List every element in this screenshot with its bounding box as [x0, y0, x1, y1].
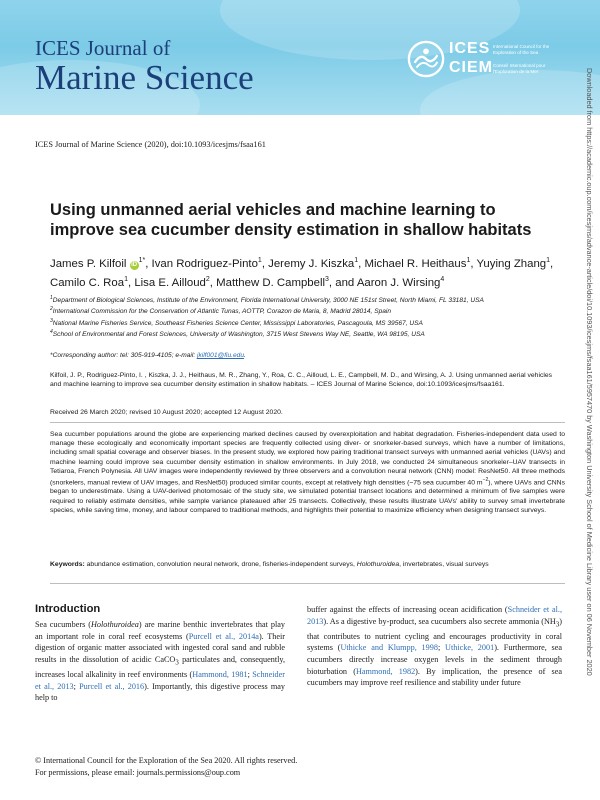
body-text: ). Importantly, this digestive process may help to [35, 681, 285, 703]
body-column-left [35, 619, 285, 704]
divider [50, 422, 565, 423]
body-column-right [307, 604, 562, 689]
download-note-text: Downloaded from https://academic.oup.com/icesjms/advance-article/doi/10.1093/icesjms/fsaa161/5957470 by Washington University School of Medicine Library user on 06 November 2020 [585, 68, 594, 676]
author-list: James P. Kilfoil $iD^{1*}$, Ivan Rodriguez-Pinto$^1$, Jeremy J. Kiszka$^1$, Michael R. Heithaus$^1$, Yuying Zhang$^1$, Camilo C. Roa$^1$, Lisa E. Ailloud$^2$, Matthew D. Campbell$^3$, and Aaron J. Wirsing$^4$ [50, 257, 554, 289]
keywords-text: abundance estimation, convolution neural network, drone, fisheries-independent surveys, [86, 561, 357, 568]
author-name: Lisa E. Ailloud [134, 276, 206, 289]
citation-header: ICES Journal of Marine Science (2020), doi:10.1093/icesjms/fsaa161 [35, 140, 266, 149]
author-conjunction: and [335, 276, 355, 289]
ices-logo[interactable] [407, 38, 557, 88]
logo-ices-text: ICES [449, 40, 491, 57]
corresponding-label: *Corresponding author: tel: 305-919-4105; e-mail: [50, 352, 197, 359]
affiliation-number: 1 [50, 295, 53, 301]
download-sidebar-note [582, 68, 594, 788]
orcid-icon[interactable]: iD [131, 261, 138, 268]
author-name: Michael R. Heithaus [364, 257, 467, 270]
affiliation-text: Department of Biological Sciences, Institute of the Environment, Florida International University, 3000 NE 151st Street, North Miami, FL 33181, USA [52, 297, 484, 305]
body-italic: Holothuroidea [90, 620, 139, 629]
keywords-label: Keywords: [50, 561, 85, 568]
author-affiliation-mark: 1 [466, 257, 471, 264]
reference-link[interactable]: Hammond, 1981 [192, 670, 248, 680]
affiliation-text: International Commission for the Conservation of Atlantic Tunas, AOTTP, Corazon de Maria, 8, Madrid 28014, Spain [52, 308, 392, 316]
author-affiliation-mark: 1* [138, 257, 146, 264]
affiliation-item [50, 294, 570, 305]
body-text: ) that contributes to nutrient cycling and encourages productivity in coral systems ( [307, 616, 562, 653]
reference-link[interactable]: Uthicke, 2001 [445, 643, 495, 653]
author-name: Ivan Rodriguez-Pinto [151, 257, 258, 270]
author-affiliation-mark: 1 [546, 257, 551, 264]
logo-french-name: Conseil International pour l'Exploration de la Mer [493, 63, 546, 74]
ices-seal-icon [407, 40, 445, 78]
keywords [50, 560, 565, 569]
affiliation-number: 4 [50, 329, 53, 336]
article-title: Using unmanned aerial vehicles and machine learning to improve sea cucumber density estimation in shallow habitats [50, 201, 532, 239]
keywords-text-end: , invertebrates, visual surveys [399, 561, 489, 568]
reference-link[interactable]: Purcell et al., 2014a [188, 631, 259, 641]
reference-link[interactable]: Schneider et al., 2013 [307, 605, 562, 626]
corresponding-end: . [244, 352, 246, 359]
author-name: Matthew D. Campbell [216, 276, 326, 289]
body-text: ; [73, 681, 80, 691]
permissions-line: For permissions, please email: journals.permissions@oup.com [35, 767, 241, 777]
section-heading: Introduction [35, 603, 101, 615]
divider [50, 583, 565, 584]
reference-link[interactable]: Hammond, 1982 [355, 666, 416, 676]
body-text: Sea cucumbers ( [35, 620, 91, 629]
body-text: ). As a digestive by-product, sea cucumbers also secrete ammonia (NH [323, 616, 556, 626]
logo-english-name: International Council for the Exploration of the Sea [493, 44, 550, 55]
subscript: 3 [555, 621, 560, 629]
body-text: particulates and, consequently, increases local alkalinity in reef environments ( [35, 654, 285, 680]
author-affiliation-mark: 1 [354, 257, 359, 264]
affiliations [50, 294, 570, 340]
citation-block: Kilfoil, J. P., Rodriguez-Pinto, I. , Kiszka, J. J., Heithaus, M. R., Zhang, Y., Roa, C. C., Ailloud, L. E., Campbell, M. D., and Wirsing, A. J. Using unmanned aerial vehicles and machine learning to improve sea cucumber density estimation in shallow habitats. – ICES Journal of Marine Science, doi:10.1093/icesjms/fsaa161. [50, 372, 553, 389]
abstract-superscript: −2 [482, 477, 489, 484]
affiliation-text: National Marine Fisheries Service, Southeast Fisheries Science Center, Mississippi Laboratories, Pascagoula, MS 39567, USA [52, 319, 423, 327]
reference-link[interactable]: Schneider et al., 2013 [35, 670, 285, 691]
copyright-notice [35, 755, 297, 778]
body-text: buffer against the effects of increasing ocean acidification ( [307, 605, 508, 614]
reference-link[interactable]: Purcell et al., 2016 [79, 681, 145, 691]
author-name: Camilo C. Roa [50, 276, 125, 289]
author-affiliation-mark: 1 [124, 275, 128, 283]
email-link[interactable]: jkilf001@fiu.edu [196, 352, 245, 359]
reference-link[interactable]: Uthicke and Klumpp, 1998 [340, 643, 438, 653]
journal-banner [0, 0, 600, 115]
affiliation-number: 3 [50, 317, 53, 324]
author-affiliation-mark: 3 [325, 275, 329, 283]
affiliation-item [50, 328, 570, 339]
logo-ciem-text: CIEM [449, 59, 493, 76]
body-text: ). Furthermore, sea cucumbers directly increase oxygen levels in the sediment through bioturbation ( [307, 643, 563, 676]
abstract-text-continued: ), where UAVs and CNNs began to underestimate. Using a UAV-derived photomosaic of the study site, we simulated potential transect locations and determined a minimum of five samples were required to reliably estimate densities, while sample variance plateaued after 25 transects. Collectively, these results illustrate UAVs' ability to survey small invertebrate species, while saving time, money, and labour compared to traditional methods, and highlights their potential to maximize efficiency when designing transect surveys. [50, 479, 565, 514]
body-text: ; [247, 670, 253, 680]
affiliation-item [50, 305, 570, 316]
journal-title-line2: Marine Science [35, 58, 254, 97]
author-affiliation-mark: 2 [205, 275, 210, 283]
author-name: Jeremy J. Kiszka [268, 257, 355, 270]
author-name: Yuying Zhang [476, 257, 547, 270]
author-affiliation-mark: 4 [440, 275, 445, 283]
subscript: 3 [175, 659, 179, 667]
body-text: ). Their digestion of organic matter associated with ingested coral sand and rubble results in the dissolution of acidic CaCO [35, 631, 285, 664]
keywords-italic: Holothuroidea [356, 561, 400, 568]
body-text: ). By implication, the presence of sea cucumbers may improve reef resilience and stability under future [307, 666, 562, 688]
author-name: Aaron J. Wirsing [356, 276, 441, 289]
abstract [50, 430, 565, 515]
author-affiliation-mark: 1 [257, 257, 262, 264]
author-name: James P. Kilfoil [50, 257, 127, 270]
received-dates: Received 26 March 2020; revised 10 August 2020; accepted 12 August 2020. [50, 409, 283, 416]
journal-title-line1: ICES Journal of [35, 36, 171, 60]
copyright-line: © International Council for the Exploration of the Sea 2020. All rights reserved. [35, 756, 298, 765]
affiliation-item [50, 317, 570, 328]
affiliation-number: 2 [50, 306, 53, 313]
affiliation-text: School of Environmental and Forest Sciences, University of Washington, 3715 West Stevens Way NE, Seattle, WA 98195, USA [52, 331, 425, 339]
body-text: ; [437, 643, 446, 653]
abstract-text: Sea cucumber populations around the globe are experiencing marked declines caused by overexploitation and habitat degradation. Fisheries-independent data used to manage these ecologically and economically important species are frequently collected using diver- or snorkeler-based surveys, which have a number of limitations, including small spatial coverage and observer biases. In the present study, we explored how pairing traditional transect surveys with unmanned aerial vehicles (UAVs) and machine learning could improve sea cucumber density estimation in shallow environments. In July 2018, we conducted 24 simultaneous snorkeler–UAV transects in Tetiaroa, French Polynesia. All UAV images were independently reviewed by three observers and a convolution neural network (CNN) model: ResNet50. All three methods (snorkelers, manual review of UAV images, and ResNet50) produced similar counts, except at relatively high densities (~75 sea cucumber 40 m [50, 431, 565, 487]
body-text: ) are marine benthic invertebrates that play an important role in coral reef ecosystems ( [35, 620, 285, 641]
corresponding-author [50, 352, 570, 359]
